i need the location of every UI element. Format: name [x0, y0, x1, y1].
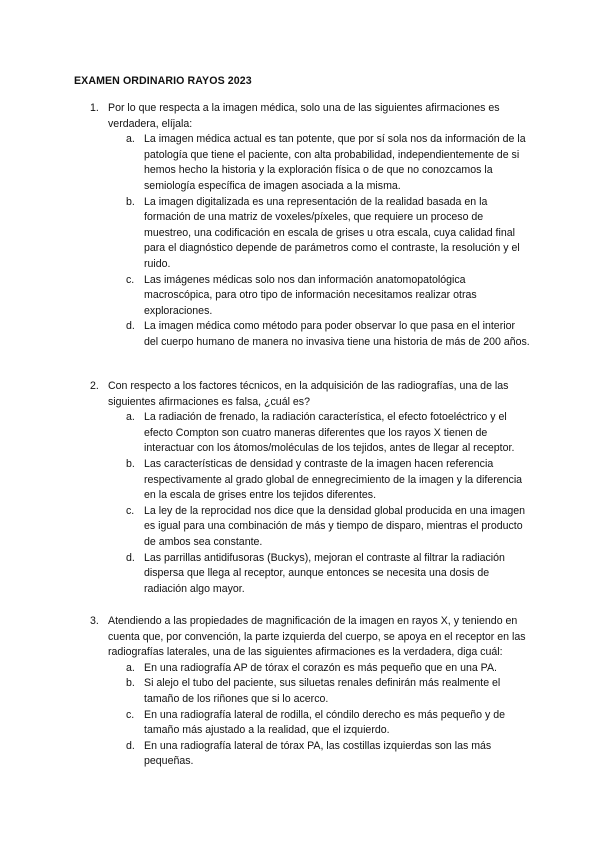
- option-text: Si alejo el tubo del paciente, sus siluetas renales definirán más realmente el tamaño de los riñones que si lo acerco.: [144, 677, 501, 705]
- option-letter: b.: [126, 677, 135, 690]
- option-letter: a.: [126, 411, 135, 424]
- option-letter: b.: [126, 457, 135, 470]
- option-item: [126, 195, 532, 273]
- option-list: [126, 410, 532, 597]
- option-text: La imagen digitalizada es una representación de la realidad basada en la formación de una matriz de voxeles/píxeles, que requiere un proceso de muestreo, una codificación en escala de grises u otra escala, cuya calidad final para el diagnóstico depende de parámetros como el contraste, la resolución y el ruido.: [144, 195, 520, 270]
- option-item: [126, 661, 532, 677]
- option-letter: c.: [126, 504, 135, 517]
- option-text: Las características de densidad y contraste de la imagen hacen referencia respectivamente al grado global de ennegrecimiento de la imagen y la diferencia en la escala de grises entre los tejidos diferentes.: [144, 457, 523, 502]
- option-item: [126, 457, 532, 504]
- question-number: 2.: [90, 380, 99, 392]
- option-text: La radiación de frenado, la radiación característica, el efecto fotoeléctrico y el efecto Compton son cuatro maneras diferentes que los rayos X tienen de interactuar con los átomos/moléculas de los tejidos, antes de llegar al receptor.: [144, 411, 515, 455]
- option-item: [126, 410, 532, 457]
- exam-title: EXAMEN ORDINARIO RAYOS 2023: [74, 75, 252, 87]
- option-letter: b.: [126, 195, 135, 208]
- option-list: [126, 132, 532, 350]
- option-item: [126, 551, 532, 598]
- option-item: [126, 273, 532, 320]
- option-text: Las parrillas antidifusoras (Buckys), mejoran el contraste al filtrar la radiación dispersa que llega al receptor, aunque entonces se necesita una dosis de radiación algo mayor.: [144, 551, 505, 595]
- option-text: La ley de la reprocidad nos dice que la densidad global producida en una imagen es igual para una combinación de más y tiempo de disparo, mientras el producto de ambos sea constante.: [144, 504, 526, 548]
- option-item: [126, 739, 532, 770]
- question-text: Atendiendo a las propiedades de magnificación de la imagen en rayos X, y teniendo en cuenta que, por convención, la parte izquierda del cuerpo, se apoya en el receptor en las radiografías laterales, una de las siguientes afirmaciones es la verdadera, diga cuál:: [108, 615, 526, 659]
- option-letter: d.: [126, 739, 135, 752]
- option-text: La imagen médica actual es tan potente, que por sí sola nos da información de la patología que tiene el paciente, con alta probabilidad, independientemente de si hemos hecho la historia y la exploración física o de que no conozcamos la semiología específica de imagen asociada a la misma.: [144, 133, 526, 192]
- question-text: Con respecto a los factores técnicos, en la adquisición de las radiografías, una de las siguientes afirmaciones es falsa, ¿cuál es?: [108, 380, 509, 408]
- option-item: [126, 708, 532, 739]
- question-text: Por lo que respecta a la imagen médica, solo una de las siguientes afirmaciones es verdadera, elíjala:: [108, 102, 500, 130]
- option-item: [126, 319, 532, 350]
- option-item: [126, 504, 532, 551]
- option-letter: a.: [126, 661, 135, 674]
- option-item: [126, 132, 532, 194]
- option-text: La imagen médica como método para poder observar lo que pasa en el interior del cuerpo humano de manera no invasiva tiene una historia de más de 200 años.: [144, 320, 530, 348]
- option-letter: d.: [126, 551, 135, 564]
- option-text: Las imágenes médicas solo nos dan información anatomopatológica macroscópica, para otro tipo de información necesitamos realizar otras exploraciones.: [144, 273, 477, 317]
- option-letter: d.: [126, 320, 135, 333]
- option-letter: c.: [126, 708, 135, 721]
- option-item: [126, 676, 532, 707]
- option-letter: c.: [126, 273, 135, 286]
- question-3: [90, 614, 532, 770]
- option-text: En una radiografía AP de tórax el corazón es más pequeño que en una PA.: [144, 661, 497, 674]
- question-number: 1.: [90, 102, 99, 114]
- option-text: En una radiografía lateral de rodilla, el cóndilo derecho es más pequeño y de tamaño más ajustado a la realidad, que el izquierdo.: [144, 708, 506, 737]
- question-2: [90, 379, 532, 597]
- option-letter: a.: [126, 133, 135, 146]
- question-1: [90, 101, 532, 351]
- option-text: En una radiografía lateral de tórax PA, las costillas izquierdas son las más pequeñas.: [144, 739, 492, 768]
- question-number: 3.: [90, 615, 99, 627]
- option-list: [126, 661, 532, 770]
